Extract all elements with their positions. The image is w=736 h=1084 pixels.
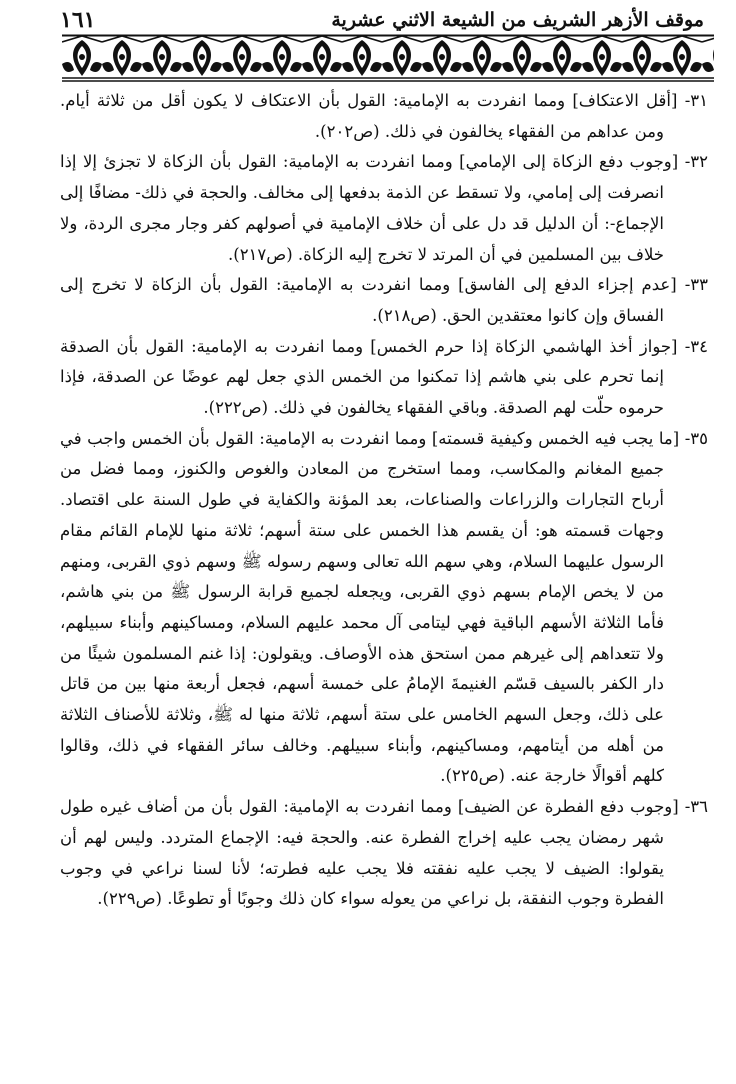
entry-text: [وجوب دفع الزكاة إلى الإمامي] ومما انفردت به الإمامية: القول بأن الزكاة لا تجزئ إلا إذا انصرفت إلى إمامي، ولا تسقط عن الذمة بدفعها إلى مخالف. والحجة في ذلك- مضافًا إلى الإجماع-: أن الدليل قد دل على أن خلاف الإمامية في أصولهم كفر وجار مجرى الردة، ولا خلاف بين المسلمين في أن المرتد لا تخرج إليه الزكاة. (ص٢١٧).	[60, 152, 679, 264]
page-number: ١٦١	[60, 7, 96, 33]
header-ornament-band	[62, 34, 714, 82]
entry-number: ٣٤-	[684, 336, 708, 356]
entry-number: ٣٥-	[684, 428, 708, 448]
entry-number: ٣٣-	[684, 275, 708, 295]
ornament-pattern	[62, 34, 714, 82]
entry-number: ٣٢-	[684, 152, 708, 172]
entry-31	[60, 86, 708, 147]
entry-text: [جواز أخذ الهاشمي الزكاة إذا حرم الخمس] ومما انفردت به الإمامية: القول بأن الصدقة إنما تحرم على بني هاشم إذا تمكنوا من الخمس الذي جعل لهم عوضًا عن الصدقة، فإذا حرموه حلّت لهم الصدقة. وباقي الفقهاء يخالفون في ذلك. (ص٢٢٢).	[60, 336, 678, 418]
entry-35	[60, 424, 708, 792]
running-title: موقف الأزهر الشريف من الشيعة الاثني عشرية	[331, 9, 704, 31]
entry-32	[60, 147, 708, 270]
entry-text: [ما يجب فيه الخمس وكيفية قسمته] ومما انفردت به الإمامية: القول بأن الخمس واجب في جميع المغانم والمكاسب، ومما استخرج من المعادن والغوص والكنوز، ومما فضل من أرباح التجارات والزراعات والصناعات، بعد المؤنة والكفاية في طول السنة على اقتصاد. وجهات قسمته هو: أن يقسم هذا الخمس على ستة أسهم؛ ثلاثة منها للإمام القائم مقام الرسول عليهما السلام، وهي سهم الله تعالى وسهم رسوله ﷺ وسهم ذوي القربى، ومنهم من لا يخص الإمام بسهم ذوي القربى، ويجعله لجميع قرابة الرسول ﷺ من بني هاشم، فأما الثلاثة الأسهم الباقية فهي ليتامى آل محمد عليهم السلام، ومساكينهم وأبناء سبيلهم، ولا تتعداهم إلى غيرهم ممن استحق هذه الأوصاف. ويقولون: إذا غنم المسلمون شيئًا من دار الكفر بالسيف قسّم الغنيمةَ الإمامُ على خمسة أسهم، فجعل أربعة منها بين من قاتل على ذلك، وجعل السهم الخامس على ستة أسهم، ثلاثة منها له ﷺ، وثلاثة للأصناف الثلاثة من أهله من أيتامهم، ومساكينهم، وأبناء سبيلهم. وخالف سائر الفقهاء في ذلك، وقالوا كلهم أقوالًا خارجة عنه. (ص٢٢٥).	[60, 428, 680, 786]
entry-36	[60, 792, 708, 915]
entry-text: [وجوب دفع الفطرة عن الضيف] ومما انفردت به الإمامية: القول بأن من أضاف غيره طول شهر رمضان يجب عليه إخراج الفطرة عنه. والحجة فيه: الإجماع المتردد. وليس لهم أن يقولوا: الضيف لا يجب عليه نفقته فلا يجب عليه فطرته؛ لأنا لسنا نراعي في وجوب الفطرة وجوب النفقة، بل نراعي من يعوله سواء كان ذلك وجوبًا أو تطوعًا. (ص٢٢٩).	[60, 797, 679, 909]
entry-34	[60, 332, 708, 424]
entry-text: [أقل الاعتكاف] ومما انفردت به الإمامية: القول بأن الاعتكاف لا يكون أقل من ثلاثة أيام. ومن عداهم من الفقهاء يخالفون في ذلك. (ص٢٠٢).	[60, 91, 678, 141]
entry-text: [عدم إجزاء الدفع إلى الفاسق] ومما انفردت به الإمامية: القول بأن الزكاة لا تخرج إلى الفساق وإن كانوا معتقدين الحق. (ص٢١٨).	[60, 275, 677, 325]
entry-number: ٣١-	[684, 91, 708, 110]
entry-number: ٣٦-	[684, 797, 708, 817]
page-body	[60, 86, 708, 915]
page-header	[60, 6, 704, 34]
entry-33	[60, 270, 708, 331]
